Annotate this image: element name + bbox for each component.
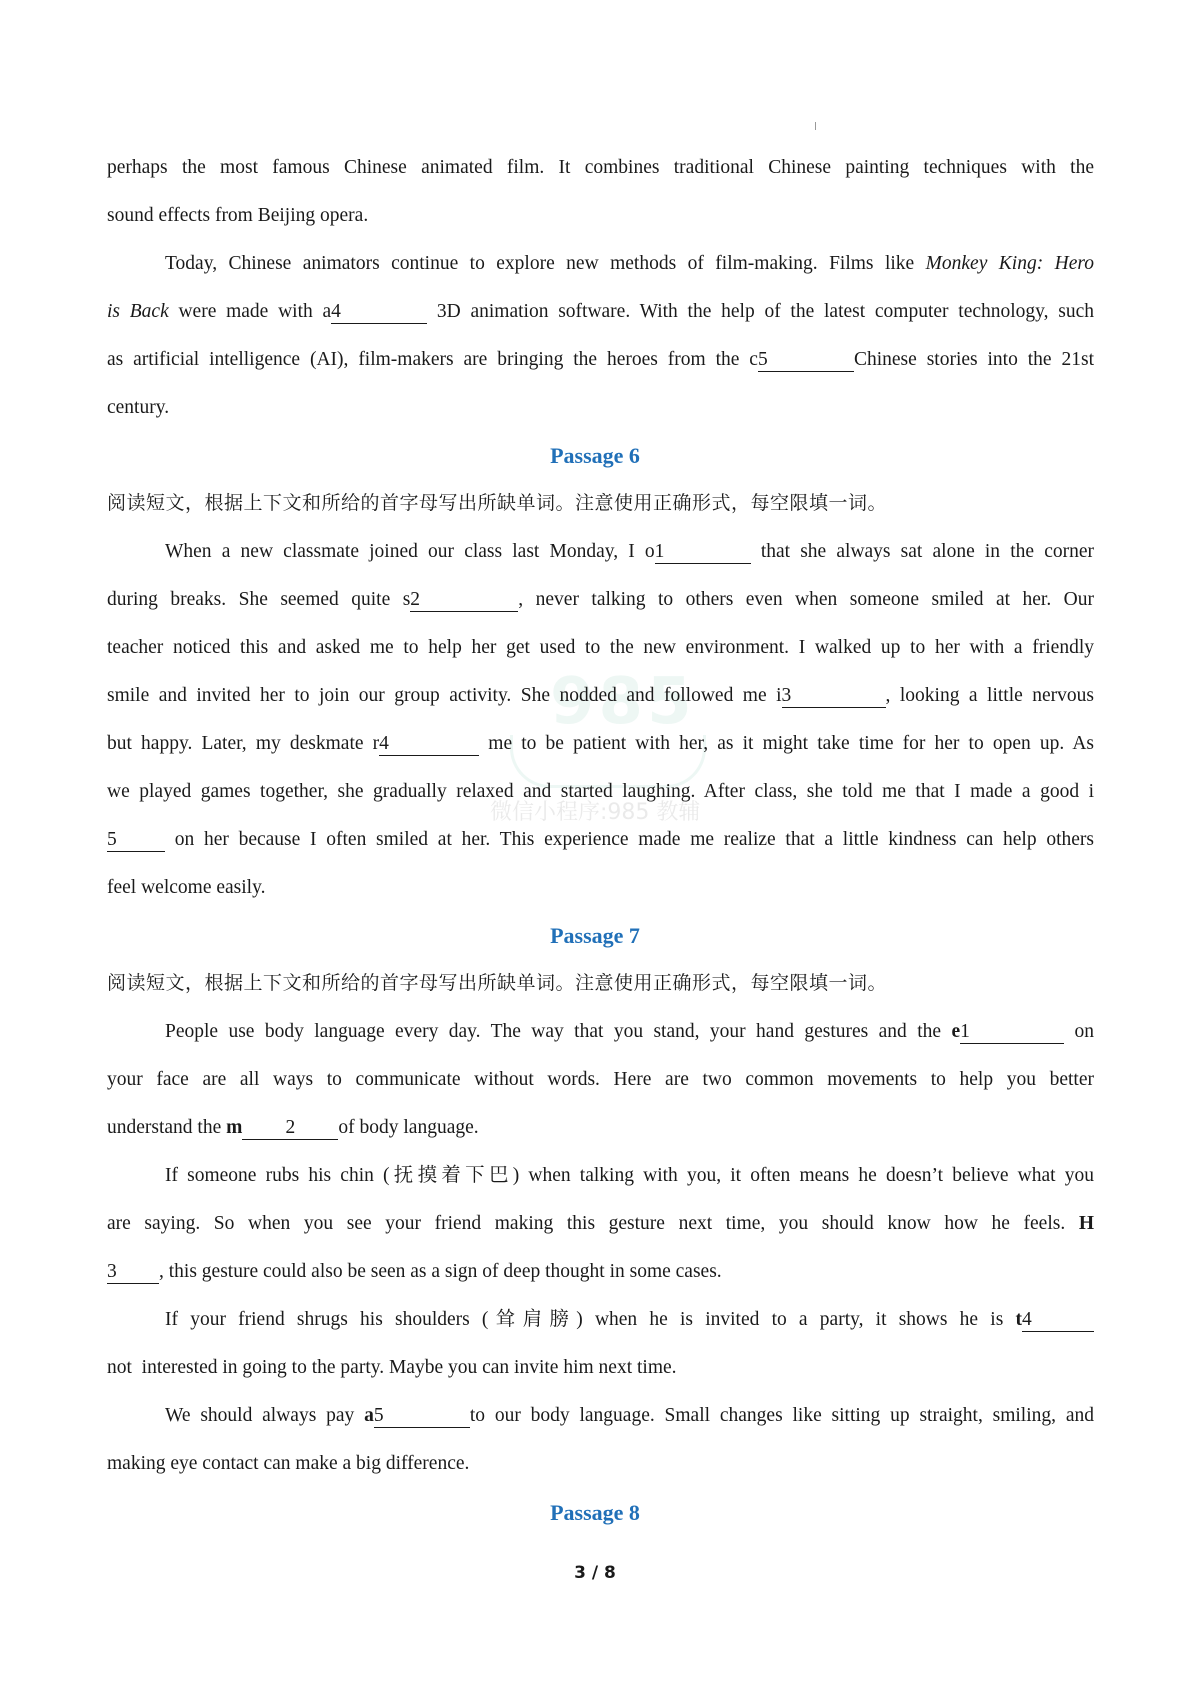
passage5-line-2: [107, 201, 1094, 231]
text: to our body language. Small changes like sitting up straight, smiling, and: [469, 1405, 1094, 1426]
text: , looking a little nervous: [885, 685, 1094, 706]
watermark-logo: 985: [550, 665, 696, 739]
text: that she always sat alone in the corner: [750, 541, 1094, 562]
passage7-instruction: 阅读短文，根据上下文和所给的首字母写出所缺单词。注意使用正确形式，每空限填一词。: [107, 972, 888, 994]
text: 3D animation software. With the help of the latest computer technology, such: [427, 301, 1095, 322]
passage6-line-5: [107, 729, 1094, 759]
initial-letter-cue: m: [226, 1117, 243, 1138]
passage7-line-7: [165, 1305, 1094, 1335]
passage5-line-6: [107, 393, 1094, 423]
text: People use body language every day. The way that you stand, your hand gestures and the: [165, 1021, 952, 1042]
text: not interested in going to the party. Maybe you can invite him next time.: [107, 1357, 677, 1378]
passage7-line-10: [107, 1449, 1094, 1479]
passage6-line-1: [165, 537, 1094, 567]
passage8-title: Passage 8: [550, 1500, 640, 1525]
text: If your friend shrugs his shoulders (耸肩膀) when he is invited to a party, it shows he is: [165, 1309, 1016, 1330]
blank-5[interactable]: 5: [107, 829, 165, 852]
text: were made with a: [168, 301, 332, 322]
text: When a new classmate joined our class last Monday, I o: [165, 541, 655, 562]
passage7-line-3: [107, 1113, 1094, 1143]
blank-1[interactable]: 1: [960, 1021, 1064, 1044]
text: as artificial intelligence (AI), film-makers are bringing the heroes from the c: [107, 349, 758, 370]
passage7-title: Passage 7: [550, 923, 640, 948]
blank-1[interactable]: 1: [655, 541, 751, 564]
blank-4[interactable]: 4: [331, 301, 427, 324]
passage6-line-4: [107, 681, 1094, 711]
text: teacher noticed this and asked me to help her get used to the new environment. I walked up to her with a friendly: [107, 637, 1094, 658]
passage7-line-5: [107, 1209, 1094, 1239]
text: your face are all ways to communicate without words. Here are two common movements to help you better: [107, 1069, 1094, 1090]
text: If someone rubs his chin (抚摸着下巴) when talking with you, it often means he doesn’t believe what you: [165, 1165, 1094, 1186]
passage7-line-4: [165, 1161, 1094, 1191]
passage7-line-6: [107, 1257, 1094, 1287]
initial-letter-cue: t: [1015, 1309, 1022, 1330]
text: me to be patient with her, as it might take time for her to open up. As: [479, 733, 1094, 754]
passage6-line-7: [107, 825, 1094, 855]
text: sound effects from Beijing opera.: [107, 205, 369, 226]
text: We should always pay: [165, 1405, 365, 1426]
text: smile and invited her to join our group activity. She nodded and followed me i: [107, 685, 782, 706]
passage6-line-8: [107, 873, 1094, 903]
text: are saying. So when you see your friend making this gesture next time, you should know how he feels.: [107, 1213, 1079, 1234]
blank-3[interactable]: 3: [107, 1261, 159, 1284]
passage7-line-9: [165, 1401, 1094, 1431]
blank-5[interactable]: 5: [374, 1405, 470, 1428]
text: , this gesture could also be seen as a sign of deep thought in some cases.: [159, 1261, 722, 1282]
text: understand the: [107, 1117, 227, 1138]
film-title: Monkey King: Hero: [925, 253, 1094, 274]
initial-letter-cue: H: [1078, 1213, 1094, 1234]
text: during breaks. She seemed quite s: [107, 589, 411, 610]
text: , never talking to others even when someone smiled at her. Our: [518, 589, 1094, 610]
text: making eye contact can make a big difference.: [107, 1453, 470, 1474]
passage6-line-3: [107, 633, 1094, 663]
passage7-line-1: [165, 1017, 1094, 1047]
passage7-line-8: [107, 1353, 1094, 1383]
text: Chinese stories into the 21st: [853, 349, 1095, 370]
header-mark: [815, 122, 816, 130]
passage5-line-5: [107, 345, 1094, 375]
text: on her because I often smiled at her. This experience made me realize that a little kindness can help others: [165, 829, 1094, 850]
text: but happy. Later, my deskmate r: [107, 733, 380, 754]
blank-2[interactable]: 2: [410, 589, 518, 612]
film-title: is Back: [107, 301, 169, 322]
text: feel welcome easily.: [107, 877, 266, 898]
text: of body language.: [338, 1117, 479, 1138]
blank-5[interactable]: 5: [758, 349, 854, 372]
initial-letter-cue: e: [951, 1021, 961, 1042]
text: perhaps the most famous Chinese animated film. It combines traditional Chinese painting techniques with the: [107, 157, 1094, 178]
passage5-line-3: [165, 249, 1094, 279]
page-number: 3 / 8: [574, 1563, 616, 1583]
passage5-line-4: [107, 297, 1094, 327]
blank-2[interactable]: 2: [242, 1117, 338, 1140]
text: Today, Chinese animators continue to explore new methods of film-making. Films like: [165, 253, 926, 274]
passage7-line-2: [107, 1065, 1094, 1095]
passage6-instruction: 阅读短文，根据上下文和所给的首字母写出所缺单词。注意使用正确形式，每空限填一词。: [107, 492, 888, 514]
watermark-caption: 微信小程序:985 教辅: [490, 800, 701, 825]
passage6-line-2: [107, 585, 1094, 615]
initial-letter-cue: a: [364, 1405, 374, 1426]
passage6-title: Passage 6: [550, 443, 640, 468]
text: century.: [107, 397, 170, 418]
text: on: [1064, 1021, 1094, 1042]
passage6-line-6: [107, 777, 1094, 807]
text: we played games together, she gradually relaxed and started laughing. After class, she told me that I made a good i: [107, 781, 1094, 802]
passage5-line-1: [107, 153, 1094, 183]
blank-4[interactable]: 4: [379, 733, 479, 756]
blank-3[interactable]: 3: [782, 685, 886, 708]
blank-4[interactable]: 4: [1022, 1309, 1094, 1332]
